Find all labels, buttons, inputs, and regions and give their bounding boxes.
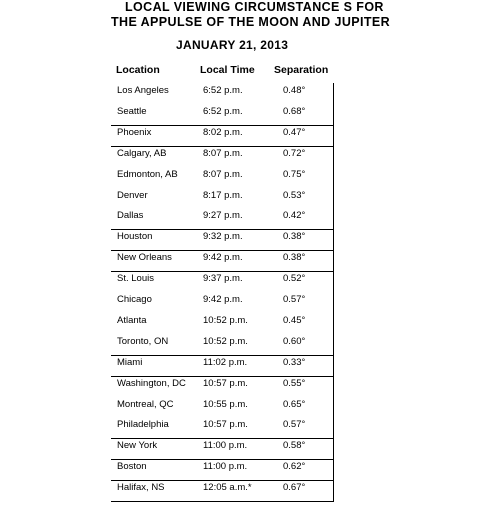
separation-cell: 0.42° — [283, 210, 306, 222]
table-row — [111, 167, 333, 188]
column-header-local-time: Local Time — [200, 64, 255, 76]
location-cell: Boston — [117, 461, 147, 473]
table-row — [111, 188, 333, 209]
table-row — [111, 146, 333, 168]
table-row — [111, 376, 333, 398]
table-row — [111, 104, 333, 125]
location-cell: Dallas — [117, 210, 144, 222]
location-cell: Miami — [117, 356, 143, 368]
table-row — [111, 438, 333, 460]
table-row — [111, 250, 333, 272]
separation-cell: 0.38° — [283, 231, 306, 243]
table-row — [111, 292, 333, 313]
local-time-cell: 10:57 p.m. — [203, 419, 248, 431]
location-cell: Chicago — [117, 294, 152, 305]
location-cell: New York — [117, 440, 158, 452]
local-time-cell: 10:57 p.m. — [203, 377, 248, 389]
local-time-cell: 8:02 p.m. — [203, 126, 243, 138]
location-cell: Montreal, QC — [117, 398, 174, 410]
title-line-2: THE APPULSE OF THE MOON AND JUPITER — [111, 15, 391, 29]
separation-cell: 0.38° — [283, 252, 306, 264]
local-time-cell: 8:07 p.m. — [203, 147, 243, 159]
location-cell: St. Louis — [117, 273, 154, 285]
location-cell: Halifax, NS — [117, 482, 165, 494]
table-row — [111, 397, 333, 418]
local-time-cell: 10:52 p.m. — [203, 335, 248, 347]
separation-cell: 0.62° — [283, 461, 306, 473]
separation-cell: 0.75° — [283, 168, 306, 180]
location-cell: Denver — [117, 189, 148, 201]
title-date: JANUARY 21, 2013 — [176, 38, 289, 52]
location-cell: Seattle — [117, 105, 147, 117]
location-cell: Toronto, ON — [117, 335, 169, 347]
local-time-cell: 8:07 p.m. — [203, 168, 243, 180]
local-time-cell: 9:27 p.m. — [203, 210, 243, 222]
separation-cell: 0.67° — [283, 482, 306, 494]
location-cell: New Orleans — [117, 252, 172, 264]
separation-cell: 0.52° — [283, 273, 306, 285]
local-time-cell: 12:05 a.m.* — [203, 482, 252, 494]
location-cell: Houston — [117, 231, 153, 243]
location-cell: Edmonton, AB — [117, 168, 178, 180]
separation-cell: 0.57° — [283, 419, 306, 431]
local-time-cell: 6:52 p.m. — [203, 85, 243, 96]
table-row — [111, 313, 333, 334]
separation-cell: 0.65° — [283, 398, 306, 410]
local-time-cell: 10:55 p.m. — [203, 398, 248, 410]
title-line-1: LOCAL VIEWING CIRCUMSTANCE S FOR — [125, 0, 384, 14]
table-row — [111, 417, 333, 438]
location-cell: Washington, DC — [117, 377, 186, 389]
local-time-cell: 9:42 p.m. — [203, 252, 243, 264]
local-time-cell: 9:37 p.m. — [203, 273, 243, 285]
separation-cell: 0.60° — [283, 335, 306, 347]
separation-cell: 0.48° — [283, 85, 306, 96]
table-row — [111, 355, 333, 377]
separation-cell: 0.68° — [283, 105, 306, 117]
viewing-table — [111, 83, 334, 502]
table-row — [111, 229, 333, 251]
column-header-location: Location — [116, 64, 160, 76]
location-cell: Atlanta — [117, 314, 147, 326]
location-cell: Phoenix — [117, 126, 152, 138]
separation-cell: 0.58° — [283, 440, 306, 452]
separation-cell: 0.45° — [283, 314, 306, 326]
local-time-cell: 10:52 p.m. — [203, 314, 248, 326]
local-time-cell: 8:17 p.m. — [203, 189, 243, 201]
separation-cell: 0.72° — [283, 147, 306, 159]
separation-cell: 0.33° — [283, 356, 306, 368]
separation-cell: 0.47° — [283, 126, 306, 138]
table-row — [111, 459, 333, 481]
local-time-cell: 9:32 p.m. — [203, 231, 243, 243]
location-cell: Los Angeles — [117, 85, 169, 96]
local-time-cell: 9:42 p.m. — [203, 294, 243, 305]
table-row — [111, 125, 333, 147]
table-row — [111, 480, 333, 502]
separation-cell: 0.55° — [283, 377, 306, 389]
separation-cell: 0.53° — [283, 189, 306, 201]
separation-cell: 0.57° — [283, 294, 306, 305]
table-row — [111, 334, 333, 355]
local-time-cell: 6:52 p.m. — [203, 105, 243, 117]
location-cell: Philadelphia — [117, 419, 169, 431]
table-row — [111, 208, 333, 229]
column-header-separation: Separation — [274, 64, 329, 76]
table-row — [111, 271, 333, 293]
location-cell: Calgary, AB — [117, 147, 167, 159]
table-row — [111, 83, 333, 104]
local-time-cell: 11:00 p.m. — [203, 461, 248, 473]
local-time-cell: 11:00 p.m. — [203, 440, 248, 452]
local-time-cell: 11:02 p.m. — [203, 356, 248, 368]
